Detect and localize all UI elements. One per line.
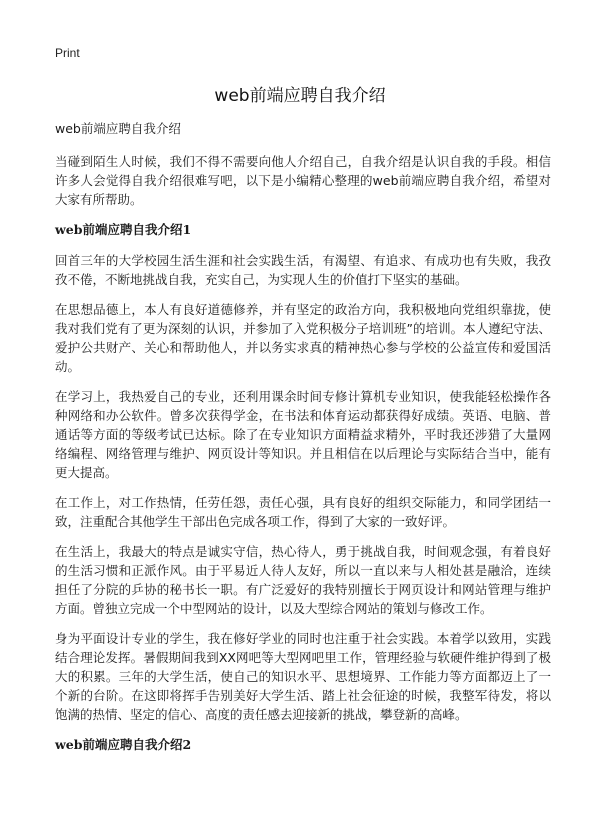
section1-paragraph-6: 身为平面设计专业的学生，我在修好学业的同时也注重于社会实践。本着学以致用，实践结合理论发挥。暑假期间我到XX网吧等大型网吧里工作，管理经验与软硬件维护得到了极大的积累。三年的大学生活，使自己的知识水平、思想境界、工作能力等方面都迈上了一个新的台阶。在这即将挥手告别美好大学生活、踏上社会征途的时候，我整军待发，将以饱满的热情、坚定的信心、高度的责任感去迎接新的挑战，攀登新的高峰。 xyxy=(55,631,551,722)
intro-paragraph: 当碰到陌生人时候，我们不得不需要向他人介绍自己，自我介绍是认识自我的手段。相信许多人会觉得自我介绍很难写吧，以下是小编精心整理的web前端应聘自我介绍，希望对大家有所帮助。 xyxy=(55,154,551,207)
section1-paragraph-1: 回首三年的大学校园生活生涯和社会实践生活，有渴望、有追求、有成功也有失败，我孜孜不倦，不断地挑战自我，充实自己，为实现人生的价值打下坚实的基础。 xyxy=(55,253,551,287)
section1-paragraph-5: 在生活上，我最大的特点是诚实守信，热心待人，勇于挑战自我，时间观念强，有着良好的生活习惯和正派作风。由于平易近人待人友好，所以一直以来与人相处甚是融洽，连续担任了分院的乒协的秘书长一职。有广泛爱好的我特别擅长于网页设计和网站管理与维护方面。曾独立完成一个中型网站的设计，以及大型综合网站的策划与修改工作。 xyxy=(55,544,551,616)
section1-paragraph-4: 在工作上，对工作热情，任劳任怨，责任心强，具有良好的组织交际能力，和同学团结一致，注重配合其他学生干部出色完成各项工作，得到了大家的一致好评。 xyxy=(55,495,551,529)
section-heading-2: web前端应聘自我介绍2 xyxy=(55,737,192,752)
section1-paragraph-2: 在思想品德上，本人有良好道德修养，并有坚定的政治方向，我积极地向党组织靠拢，使我对我们党有了更为深刻的认识，并参加了入党积极分子培训班”的培训。本人遵纪守法、爱护公共财产、关心和帮助他人，并以务实求真的精神热心参与学校的公益宣传和爱国活动。 xyxy=(55,302,551,374)
document-title: web前端应聘自我介绍 xyxy=(214,86,386,106)
section1-paragraph-3: 在学习上，我热爱自己的专业，还利用课余时间专修计算机专业知识，使我能轻松操作各种网络和办公软件。曾多次获得学金，在书法和体育运动都获得好成绩。英语、电脑、普通话等方面的等级考试已达标。除了在专业知识方面精益求精外，平时我还涉猎了大量网络编程、网络管理与维护、网页设计等知识。并且相信在以后理论与实际结合当中，能有更大提高。 xyxy=(55,389,551,480)
document-body xyxy=(55,119,551,766)
print-link[interactable]: Print xyxy=(55,46,80,60)
section-heading-1: web前端应聘自我介绍1 xyxy=(55,222,192,237)
document-subtitle: web前端应聘自我介绍 xyxy=(55,121,181,136)
